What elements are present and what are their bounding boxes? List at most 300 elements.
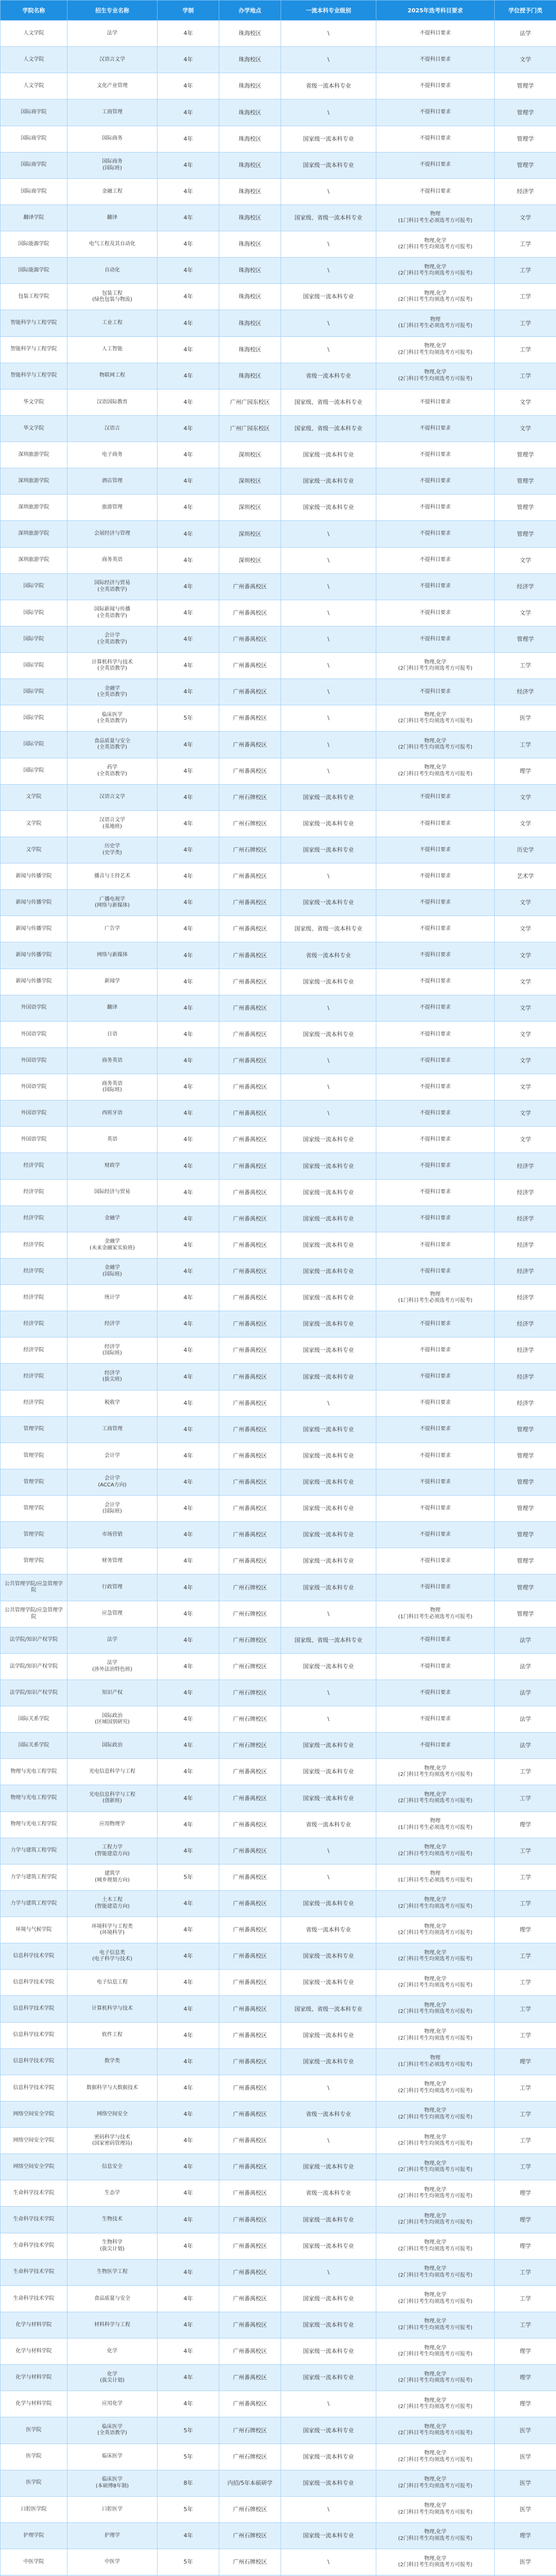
cell-major: 汉语言 <box>67 415 158 442</box>
cell-duration: 4年 <box>158 389 219 415</box>
cell-first-class-level: \ <box>281 1601 376 1627</box>
cell-college: 智能科学与工程学院 <box>1 363 67 389</box>
cell-duration: 4年 <box>158 942 219 969</box>
cell-degree-category: 经济学 <box>495 1364 556 1390</box>
cell-degree-category: 法学 <box>495 1706 556 1733</box>
table-row <box>1 1733 556 1759</box>
cell-subject-requirement: 物理,化学 (2门科目考生均须选考方可报考) <box>376 2075 495 2101</box>
cell-degree-category: 文学 <box>495 1021 556 1047</box>
cell-campus: 广州番禺校区 <box>219 1970 281 1996</box>
table-row <box>1 2048 556 2075</box>
cell-first-class-level: \ <box>281 1864 376 1890</box>
table-row <box>1 600 556 626</box>
cell-degree-category: 工学 <box>495 2259 556 2285</box>
cell-college: 国际能源学院 <box>1 258 67 284</box>
cell-college: 信息科学技术学院 <box>1 2022 67 2048</box>
cell-campus: 广州番禺校区 <box>219 653 281 679</box>
cell-subject-requirement: 物理,化学 (2门科目考生均须选考方可报考) <box>376 705 495 732</box>
cell-campus: 内招/5年本硕研学 <box>219 2470 281 2496</box>
col-header-major: 招生专业名称 <box>67 1 158 21</box>
cell-major: 护理学 <box>67 2522 158 2549</box>
cell-duration: 4年 <box>158 468 219 495</box>
cell-college: 国际学院 <box>1 679 67 705</box>
cell-duration: 4年 <box>158 1416 219 1443</box>
cell-major: 翻译 <box>67 205 158 231</box>
cell-degree-category: 文学 <box>495 389 556 415</box>
cell-major: 食品质量与安全 <box>67 2285 158 2312</box>
cell-campus: 广州石牌校区 <box>219 1733 281 1759</box>
cell-degree-category: 文学 <box>495 415 556 442</box>
cell-degree-category: 工学 <box>495 336 556 363</box>
cell-first-class-level: \ <box>281 1100 376 1127</box>
cell-college: 生命科学技术学院 <box>1 2233 67 2259</box>
cell-first-class-level: \ <box>281 626 376 652</box>
cell-campus: 广州番禺校区 <box>219 1258 281 1284</box>
cell-degree-category: 工学 <box>495 1996 556 2022</box>
cell-subject-requirement: 物理 (1门科目考生必须选考方可报考) <box>376 1864 495 1890</box>
cell-college: 生命科学技术学院 <box>1 2285 67 2312</box>
cell-college: 深圳旅游学院 <box>1 468 67 495</box>
cell-first-class-level: 省级一流本科专业 <box>281 2101 376 2127</box>
cell-degree-category: 经济学 <box>495 1232 556 1258</box>
cell-major: 知识产权 <box>67 1680 158 1706</box>
cell-campus: 广州番禺校区 <box>219 2048 281 2075</box>
cell-first-class-level: 国家级一流本科专业 <box>281 890 376 916</box>
cell-major: 应急管理 <box>67 1601 158 1627</box>
col-header-campus: 办学地点 <box>219 1 281 21</box>
cell-major: 中医学 <box>67 2549 158 2575</box>
cell-major: 西班牙语 <box>67 1100 158 1127</box>
cell-subject-requirement: 不提科目要求 <box>376 126 495 152</box>
cell-degree-category: 文学 <box>495 547 556 573</box>
cell-major: 生物技术 <box>67 2207 158 2233</box>
cell-subject-requirement: 不提科目要求 <box>376 942 495 969</box>
cell-duration: 4年 <box>158 837 219 863</box>
cell-major: 环境科学与工程类 (环境科学) <box>67 1917 158 1943</box>
cell-campus: 广州番禺校区 <box>219 758 281 784</box>
cell-degree-category: 经济学 <box>495 1390 556 1416</box>
cell-first-class-level: \ <box>281 2075 376 2101</box>
cell-campus: 深圳校区 <box>219 495 281 521</box>
cell-duration: 4年 <box>158 126 219 152</box>
cell-major: 法学 <box>67 21 158 47</box>
cell-first-class-level: 国家级、省级一流本科专业 <box>281 389 376 415</box>
cell-major: 行政管理 <box>67 1574 158 1601</box>
cell-major: 网络与新媒体 <box>67 942 158 969</box>
cell-degree-category: 经济学 <box>495 679 556 705</box>
cell-degree-category: 工学 <box>495 284 556 310</box>
table-row <box>1 521 556 547</box>
cell-degree-category: 医学 <box>495 2470 556 2496</box>
table-row <box>1 2259 556 2285</box>
cell-first-class-level: 国家级一流本科专业 <box>281 468 376 495</box>
cell-subject-requirement: 不提科目要求 <box>376 916 495 942</box>
cell-duration: 4年 <box>158 2285 219 2312</box>
table-row <box>1 1970 556 1996</box>
cell-duration: 4年 <box>158 600 219 626</box>
cell-duration: 4年 <box>158 310 219 336</box>
cell-subject-requirement: 不提科目要求 <box>376 1021 495 1047</box>
cell-degree-category: 工学 <box>495 653 556 679</box>
cell-subject-requirement: 不提科目要求 <box>376 573 495 600</box>
cell-campus: 珠海校区 <box>219 99 281 126</box>
table-row <box>1 415 556 442</box>
cell-subject-requirement: 不提科目要求 <box>376 389 495 415</box>
cell-major: 商务英语 <box>67 547 158 573</box>
table-row <box>1 1153 556 1179</box>
cell-duration: 4年 <box>158 1574 219 1601</box>
cell-subject-requirement: 物理,化学 (2门科目考生均须选考方可报考) <box>376 2128 495 2154</box>
cell-first-class-level: 国家级一流本科专业 <box>281 1469 376 1495</box>
cell-degree-category: 文学 <box>495 1100 556 1127</box>
cell-campus: 广州番禺校区 <box>219 1443 281 1469</box>
cell-subject-requirement: 不提科目要求 <box>376 1522 495 1548</box>
cell-subject-requirement: 不提科目要求 <box>376 99 495 126</box>
cell-duration: 4年 <box>158 2128 219 2154</box>
cell-duration: 4年 <box>158 1733 219 1759</box>
table-row <box>1 1601 556 1627</box>
cell-subject-requirement: 物理 (1门科目考生必须选考方可报考) <box>376 205 495 231</box>
cell-major: 国际新闻与传播 (全英语教学) <box>67 600 158 626</box>
cell-subject-requirement: 不提科目要求 <box>376 1206 495 1232</box>
col-header-degree-category: 学位授予门类 <box>495 1 556 21</box>
cell-degree-category: 理学 <box>495 2048 556 2075</box>
cell-major: 数据科学与大数据技术 <box>67 2075 158 2101</box>
cell-duration: 4年 <box>158 231 219 258</box>
cell-subject-requirement: 不提科目要求 <box>376 1153 495 1179</box>
cell-duration: 4年 <box>158 1838 219 1864</box>
cell-subject-requirement: 不提科目要求 <box>376 1627 495 1653</box>
cell-subject-requirement: 不提科目要求 <box>376 1047 495 1074</box>
cell-major: 会计学 (国际班) <box>67 1496 158 1522</box>
cell-campus: 广州番禺校区 <box>219 2391 281 2417</box>
table-row <box>1 310 556 336</box>
cell-major: 临床医学 <box>67 2444 158 2470</box>
table-row <box>1 837 556 863</box>
cell-campus: 广州番禺校区 <box>219 2101 281 2127</box>
cell-college: 国际商学院 <box>1 152 67 178</box>
cell-campus: 珠海校区 <box>219 284 281 310</box>
table-row <box>1 1548 556 1574</box>
cell-degree-category: 医学 <box>495 705 556 732</box>
table-row <box>1 1047 556 1074</box>
cell-college: 医学院 <box>1 2444 67 2470</box>
table-row <box>1 1996 556 2022</box>
cell-degree-category: 管理学 <box>495 1574 556 1601</box>
cell-duration: 4年 <box>158 205 219 231</box>
cell-college: 信息科学技术学院 <box>1 2075 67 2101</box>
cell-subject-requirement: 不提科目要求 <box>376 1653 495 1680</box>
cell-major: 密码科学与技术 (国家密码管理局) <box>67 2128 158 2154</box>
table-row <box>1 47 556 73</box>
cell-major: 工业工程 <box>67 310 158 336</box>
cell-first-class-level: 省级一流本科专业 <box>281 363 376 389</box>
cell-major: 人工智能 <box>67 336 158 363</box>
cell-campus: 广州番禺校区 <box>219 1337 281 1364</box>
table-row <box>1 1496 556 1522</box>
cell-campus: 珠海校区 <box>219 126 281 152</box>
cell-degree-category: 医学 <box>495 2496 556 2522</box>
cell-first-class-level: \ <box>281 2128 376 2154</box>
cell-campus: 广州番禺校区 <box>219 732 281 758</box>
cell-campus: 广州番禺校区 <box>219 2075 281 2101</box>
cell-subject-requirement: 物理,化学 (2门科目考生均须选考方可报考) <box>376 2365 495 2391</box>
cell-campus: 珠海校区 <box>219 73 281 99</box>
table-row <box>1 1785 556 1811</box>
table-row <box>1 810 556 837</box>
cell-subject-requirement: 物理,化学 (2门科目考生均须选考方可报考) <box>376 732 495 758</box>
cell-campus: 广州石牌校区 <box>219 1680 281 1706</box>
cell-campus: 广州番禺校区 <box>219 2022 281 2048</box>
cell-duration: 4年 <box>158 415 219 442</box>
cell-first-class-level: \ <box>281 21 376 47</box>
table-row <box>1 1100 556 1127</box>
cell-major: 临床医学 (本硕博8年制) <box>67 2470 158 2496</box>
cell-major: 包装工程 (绿色包装与物流) <box>67 284 158 310</box>
cell-degree-category: 工学 <box>495 2154 556 2180</box>
table-row <box>1 1469 556 1495</box>
cell-degree-category: 工学 <box>495 310 556 336</box>
cell-duration: 4年 <box>158 2312 219 2338</box>
cell-duration: 4年 <box>158 1943 219 1970</box>
cell-subject-requirement: 物理,化学 (2门科目考生均须选考方可报考) <box>376 2285 495 2312</box>
cell-duration: 4年 <box>158 284 219 310</box>
cell-duration: 4年 <box>158 2075 219 2101</box>
cell-degree-category: 工学 <box>495 2101 556 2127</box>
cell-college: 经济学院 <box>1 1258 67 1284</box>
table-row <box>1 653 556 679</box>
cell-major: 旅游管理 <box>67 495 158 521</box>
cell-subject-requirement: 不提科目要求 <box>376 47 495 73</box>
cell-major: 网络空间安全 <box>67 2101 158 2127</box>
cell-major: 临床医学 (全英语教学) <box>67 705 158 732</box>
cell-first-class-level: 省级一流本科专业 <box>281 1917 376 1943</box>
cell-first-class-level: \ <box>281 705 376 732</box>
cell-college: 化学与材料学院 <box>1 2338 67 2365</box>
cell-major: 光电信息科学与工程 <box>67 1759 158 1785</box>
cell-degree-category: 文学 <box>495 1074 556 1100</box>
cell-first-class-level: 国家级一流本科专业 <box>281 2048 376 2075</box>
cell-subject-requirement: 不提科目要求 <box>376 1179 495 1206</box>
cell-college: 化学与材料学院 <box>1 2365 67 2391</box>
cell-first-class-level: 国家级一流本科专业 <box>281 152 376 178</box>
cell-duration: 4年 <box>158 1127 219 1153</box>
cell-degree-category: 法学 <box>495 1627 556 1653</box>
cell-subject-requirement: 不提科目要求 <box>376 442 495 468</box>
table-row <box>1 1574 556 1601</box>
cell-duration: 4年 <box>158 732 219 758</box>
cell-duration: 4年 <box>158 1100 219 1127</box>
table-row <box>1 1706 556 1733</box>
table-row <box>1 1074 556 1100</box>
cell-college: 新闻与传播学院 <box>1 969 67 995</box>
cell-subject-requirement: 物理,化学 (2门科目考生均须选考方可报考) <box>376 336 495 363</box>
cell-subject-requirement: 物理,化学 (2门科目考生均须选考方可报考) <box>376 284 495 310</box>
cell-degree-category: 理学 <box>495 2180 556 2207</box>
cell-subject-requirement: 物理,化学 (2门科目考生均须选考方可报考) <box>376 1759 495 1785</box>
cell-college: 人文学院 <box>1 21 67 47</box>
cell-duration: 4年 <box>158 2338 219 2365</box>
cell-degree-category: 工学 <box>495 363 556 389</box>
cell-first-class-level: 国家级一流本科专业 <box>281 2207 376 2233</box>
cell-first-class-level: 国家级一流本科专业 <box>281 1890 376 1917</box>
cell-duration: 4年 <box>158 653 219 679</box>
cell-degree-category: 工学 <box>495 231 556 258</box>
cell-college: 国际学院 <box>1 732 67 758</box>
cell-subject-requirement: 物理 (1门科目考生必须选考方可报考) <box>376 1285 495 1311</box>
cell-first-class-level: 国家级一流本科专业 <box>281 2022 376 2048</box>
cell-college: 管理学院 <box>1 1469 67 1495</box>
cell-duration: 4年 <box>158 1890 219 1917</box>
cell-college: 华文学院 <box>1 389 67 415</box>
cell-college: 国际学院 <box>1 705 67 732</box>
table-row <box>1 363 556 389</box>
cell-degree-category: 历史学 <box>495 837 556 863</box>
cell-duration: 4年 <box>158 1311 219 1337</box>
cell-major: 自动化 <box>67 258 158 284</box>
cell-degree-category: 管理学 <box>495 1548 556 1574</box>
table-row <box>1 2444 556 2470</box>
table-row <box>1 1627 556 1653</box>
cell-college: 信息科学技术学院 <box>1 1943 67 1970</box>
cell-major: 播音与主持艺术 <box>67 863 158 890</box>
cell-major: 财务管理 <box>67 1548 158 1574</box>
cell-campus: 广州番禺校区 <box>219 890 281 916</box>
cell-major: 汉语言文学 (基地班) <box>67 810 158 837</box>
table-row <box>1 1179 556 1206</box>
cell-campus: 广州番禺校区 <box>219 2285 281 2312</box>
cell-major: 材料科学与工程 <box>67 2312 158 2338</box>
cell-degree-category: 工学 <box>495 1785 556 1811</box>
table-row <box>1 1285 556 1311</box>
cell-first-class-level: 国家级一流本科专业 <box>281 442 376 468</box>
cell-college: 化学与材料学院 <box>1 2391 67 2417</box>
table-row <box>1 442 556 468</box>
cell-college: 文学院 <box>1 784 67 810</box>
cell-subject-requirement: 不提科目要求 <box>376 679 495 705</box>
table-row <box>1 2180 556 2207</box>
cell-first-class-level: 国家级一流本科专业 <box>281 784 376 810</box>
cell-major: 翻译 <box>67 995 158 1021</box>
table-row <box>1 942 556 969</box>
cell-degree-category: 经济学 <box>495 1153 556 1179</box>
cell-degree-category: 管理学 <box>495 1416 556 1443</box>
cell-major: 经济学 <box>67 1311 158 1337</box>
cell-first-class-level: \ <box>281 1706 376 1733</box>
cell-degree-category: 医学 <box>495 2444 556 2470</box>
cell-subject-requirement: 物理,化学 (2门科目考生均须选考方可报考) <box>376 2154 495 2180</box>
cell-first-class-level: 国家级一流本科专业 <box>281 2233 376 2259</box>
table-row <box>1 863 556 890</box>
cell-campus: 广州番禺校区 <box>219 1864 281 1890</box>
cell-first-class-level: 国家级一流本科专业 <box>281 1574 376 1601</box>
cell-major: 国际商务 (国际班) <box>67 152 158 178</box>
cell-degree-category: 管理学 <box>495 626 556 652</box>
cell-campus: 广州石牌校区 <box>219 784 281 810</box>
table-row <box>1 231 556 258</box>
table-row <box>1 573 556 600</box>
cell-campus: 广州番禺校区 <box>219 1496 281 1522</box>
cell-first-class-level: 国家级一流本科专业 <box>281 1522 376 1548</box>
cell-subject-requirement: 不提科目要求 <box>376 1232 495 1258</box>
cell-campus: 广州番禺校区 <box>219 1047 281 1074</box>
cell-major: 应用物理学 <box>67 1811 158 1838</box>
cell-duration: 4年 <box>158 758 219 784</box>
table-row <box>1 1127 556 1153</box>
cell-college: 公共管理学院/应急管理学院 <box>1 1574 67 1601</box>
cell-first-class-level: 省级一流本科专业 <box>281 73 376 99</box>
cell-subject-requirement: 物理,化学 (2门科目考生均须选考方可报考) <box>376 1838 495 1864</box>
cell-subject-requirement: 物理,化学 (2门科目考生均须选考方可报考) <box>376 2417 495 2444</box>
cell-college: 网络空间安全学院 <box>1 2101 67 2127</box>
cell-subject-requirement: 物理 (1门科目考生必须选考方可报考) <box>376 1811 495 1838</box>
cell-major: 化学 (拔尖计划) <box>67 2365 158 2391</box>
cell-campus: 广州番禺校区 <box>219 1179 281 1206</box>
cell-duration: 4年 <box>158 1759 219 1785</box>
cell-campus: 广州石牌校区 <box>219 810 281 837</box>
cell-college: 管理学院 <box>1 1522 67 1548</box>
cell-degree-category: 法学 <box>495 1680 556 1706</box>
cell-college: 外国语学院 <box>1 1021 67 1047</box>
cell-degree-category: 理学 <box>495 2338 556 2365</box>
cell-duration: 4年 <box>158 1179 219 1206</box>
cell-degree-category: 文学 <box>495 890 556 916</box>
cell-first-class-level: 国家级、省级一流本科专业 <box>281 205 376 231</box>
cell-first-class-level: 国家级一流本科专业 <box>281 837 376 863</box>
cell-college: 化学与材料学院 <box>1 2312 67 2338</box>
cell-subject-requirement: 物理,化学 (2门科目考生均须选考方可报考) <box>376 231 495 258</box>
cell-duration: 4年 <box>158 258 219 284</box>
cell-major: 软件工程 <box>67 2022 158 2048</box>
cell-campus: 深圳校区 <box>219 547 281 573</box>
cell-duration: 4年 <box>158 1285 219 1311</box>
cell-first-class-level: \ <box>281 653 376 679</box>
cell-degree-category: 管理学 <box>495 442 556 468</box>
cell-degree-category: 理学 <box>495 2522 556 2549</box>
cell-campus: 珠海校区 <box>219 21 281 47</box>
cell-first-class-level: \ <box>281 2259 376 2285</box>
cell-campus: 广州石牌校区 <box>219 1601 281 1627</box>
cell-campus: 广州番禺校区 <box>219 1074 281 1100</box>
table-row <box>1 1680 556 1706</box>
cell-major: 金融学 <box>67 1206 158 1232</box>
cell-degree-category: 工学 <box>495 1864 556 1890</box>
cell-duration: 4年 <box>158 1522 219 1548</box>
cell-campus: 广州番禺校区 <box>219 679 281 705</box>
table-row <box>1 468 556 495</box>
cell-major: 电气工程及其自动化 <box>67 231 158 258</box>
cell-duration: 4年 <box>158 1627 219 1653</box>
cell-degree-category: 文学 <box>495 205 556 231</box>
cell-first-class-level: \ <box>281 1390 376 1416</box>
cell-college: 外国语学院 <box>1 1074 67 1100</box>
cell-degree-category: 管理学 <box>495 1443 556 1469</box>
cell-degree-category: 理学 <box>495 2233 556 2259</box>
cell-degree-category: 文学 <box>495 1047 556 1074</box>
cell-duration: 4年 <box>158 1706 219 1733</box>
cell-first-class-level: \ <box>281 231 376 258</box>
cell-degree-category: 文学 <box>495 47 556 73</box>
cell-degree-category: 管理学 <box>495 73 556 99</box>
cell-campus: 广州石牌校区 <box>219 2417 281 2444</box>
cell-major: 金融学 (国际班) <box>67 1258 158 1284</box>
cell-major: 电子商务 <box>67 442 158 468</box>
cell-campus: 广州番禺校区 <box>219 2312 281 2338</box>
table-row <box>1 2470 556 2496</box>
cell-duration: 4年 <box>158 1021 219 1047</box>
cell-major: 英语 <box>67 1127 158 1153</box>
cell-major: 日语 <box>67 1021 158 1047</box>
